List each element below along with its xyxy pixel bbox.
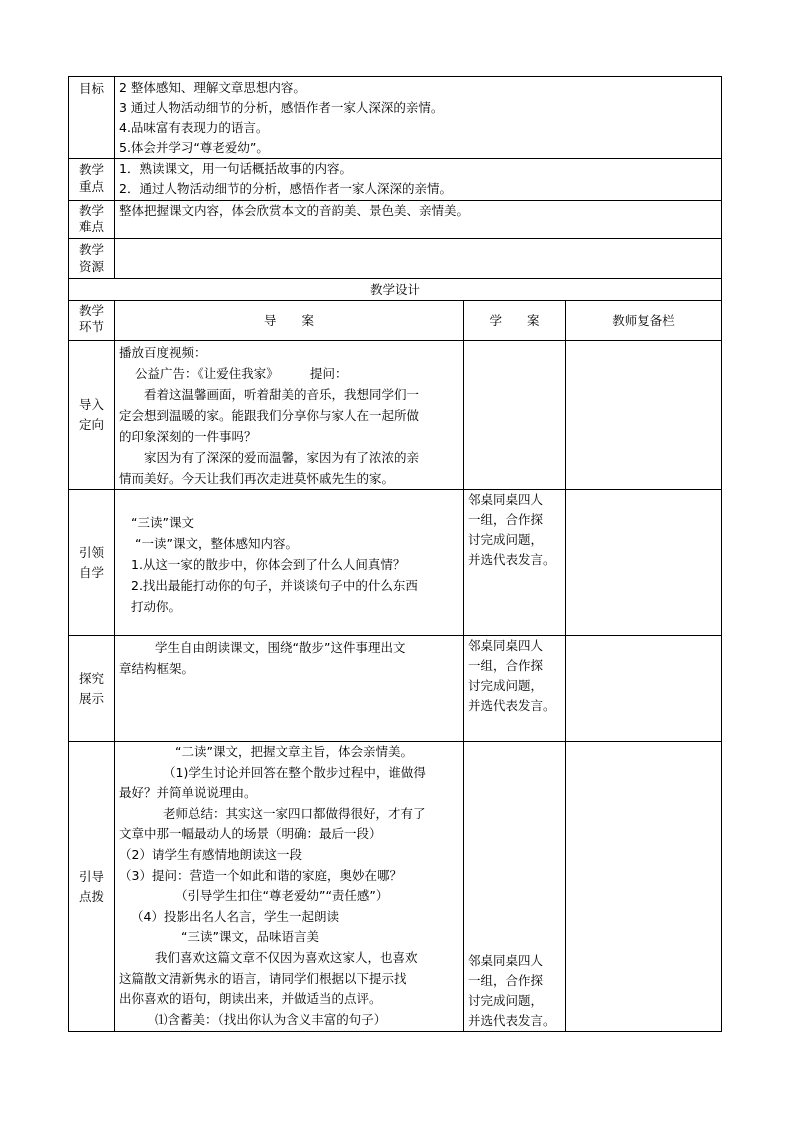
guide-line: （引导学生扣住“尊老爱幼”“责任感”） <box>175 888 389 904</box>
resources-label-line: 教学 <box>78 242 104 257</box>
guide-line: 这篇散文清新隽永的语言，请同学们根据以下提示找 <box>119 970 407 986</box>
difficulties-label <box>69 201 115 239</box>
goals-label <box>69 77 115 159</box>
goal-line: 2 整体感知、理解文章思想内容。 <box>119 80 306 95</box>
guide-line: ⑴含蓄美：（找出你认为含义丰富的句子） <box>155 1011 387 1027</box>
key-point-line: 1．熟读课文，用一句话概括故事的内容。 <box>119 161 352 176</box>
intro-line: 情而美好。今天让我们再次走进莫怀戚先生的家。 <box>119 471 395 486</box>
resources-label <box>69 239 115 279</box>
guide-line: （1)学生讨论并回答在整个散步过程中，谁做得 <box>163 764 426 780</box>
guide-label <box>69 742 115 1032</box>
intro-study <box>464 341 566 490</box>
guide-line: 文章中那一幅最动人的场景（明确：最后一段） <box>119 826 382 842</box>
selfstudy-notes <box>566 490 722 636</box>
difficulties-row <box>69 201 722 239</box>
explore-line: 学生自由朗读课文，围绕“散步”这件事理出文 <box>155 640 406 655</box>
selfstudy-label-line: 引领 <box>78 544 104 560</box>
section-explore <box>69 636 722 742</box>
guide-label-line: 点拨 <box>78 888 104 904</box>
selfstudy-line: “一读”课文，整体感知内容。 <box>135 536 298 551</box>
stage-header-line: 环节 <box>78 319 104 334</box>
intro-line: 看着这温馨画面，听着甜美的音乐，我想同学们一 <box>144 387 420 402</box>
selfstudy-study-line: 讨完成问题， <box>468 532 544 547</box>
section-selfstudy <box>69 490 722 636</box>
explore-label-line: 展示 <box>78 690 104 706</box>
intro-label-line: 定向 <box>78 417 104 432</box>
intro-line: 定会想到温暖的家。能跟我们分享你与家人在一起所做 <box>119 408 420 423</box>
explore-label-line: 探究 <box>78 670 104 686</box>
explore-label <box>69 636 115 742</box>
design-title-text: 教学设计 <box>370 281 421 297</box>
guide-line: “二读”课文，把握文章主旨，体会亲情美。 <box>175 744 413 759</box>
goals-row <box>69 77 722 159</box>
selfstudy-line: “三读”课文 <box>131 515 194 530</box>
explore-notes <box>566 636 722 742</box>
selfstudy-label-line: 自学 <box>78 564 104 580</box>
intro-line: 播放百度视频： <box>119 345 207 360</box>
selfstudy-study-line: 并选代表发言。 <box>468 552 556 567</box>
resources-label-line: 资源 <box>78 259 104 274</box>
resources-content <box>115 239 722 279</box>
intro-guide <box>115 341 464 490</box>
key-points-label-line: 教学 <box>78 162 104 177</box>
design-title-row <box>69 279 722 301</box>
goals-label-text: 目标 <box>78 81 104 96</box>
guide-header-text: 导 案 <box>263 312 314 328</box>
key-points-content <box>115 159 722 201</box>
guide-label-line: 引导 <box>78 868 104 884</box>
section-intro <box>69 341 722 490</box>
resources-row <box>69 239 722 279</box>
guide-study-line: 一组，合作探 <box>468 973 544 988</box>
design-header-row <box>69 301 722 341</box>
goal-line: 4.品味富有表现力的语言。 <box>119 120 269 135</box>
guide-line: （3）提问：营造一个如此和谐的家庭，奥妙在哪？ <box>119 867 402 883</box>
key-points-row <box>69 159 722 201</box>
guide-notes <box>566 742 722 1032</box>
intro-line: 公益广告：《让爱住我家》 提问： <box>135 366 348 381</box>
guide-line: 出你喜欢的语句，朗读出来，并做适当的点评。 <box>119 991 382 1007</box>
difficulties-label-line: 教学 <box>78 203 104 218</box>
goal-line: 5.体会并学习“尊老爱幼”。 <box>119 140 269 155</box>
stage-header <box>69 301 115 341</box>
guide-guide <box>115 742 464 1032</box>
guide-study <box>464 742 566 1032</box>
selfstudy-study-line: 邻桌同桌四人 <box>468 492 544 507</box>
explore-study-line: 讨完成问题， <box>468 678 544 693</box>
selfstudy-label <box>69 490 115 636</box>
explore-study-line: 一组，合作探 <box>468 658 544 673</box>
intro-label-line: 导入 <box>78 397 104 412</box>
explore-study <box>464 636 566 742</box>
lesson-plan-table <box>68 76 722 1032</box>
guide-study-line: 邻桌同桌四人 <box>468 953 544 968</box>
difficulties-content <box>115 201 722 239</box>
explore-guide <box>115 636 464 742</box>
key-point-line: 2．通过人物活动细节的分析，感悟作者一家人深深的亲情。 <box>119 181 452 196</box>
goals-content <box>115 77 722 159</box>
guide-line: 我们喜欢这篇文章不仅因为喜欢这家人，也喜欢 <box>155 949 418 965</box>
goal-line: 3 通过人物活动细节的分析，感悟作者一家人深深的亲情。 <box>119 100 444 115</box>
notes-header-text: 教师复备栏 <box>612 312 675 328</box>
section-guide <box>69 742 722 1032</box>
selfstudy-guide <box>115 490 464 636</box>
guide-line: （4）投影出名人名言，学生一起朗读 <box>131 908 339 924</box>
difficulties-label-line: 难点 <box>78 219 104 234</box>
explore-line: 章结构框架。 <box>119 661 195 676</box>
key-points-label <box>69 159 115 201</box>
explore-study-line: 并选代表发言。 <box>468 698 556 713</box>
intro-label <box>69 341 115 490</box>
guide-header <box>115 301 464 341</box>
notes-header <box>566 301 722 341</box>
guide-line: 最好？并简单说说理由。 <box>119 785 257 801</box>
intro-notes <box>566 341 722 490</box>
design-title <box>69 279 722 301</box>
stage-header-line: 教学 <box>78 303 104 318</box>
study-header <box>464 301 566 341</box>
intro-line: 的印象深刻的一件事吗？ <box>119 429 257 444</box>
key-points-label-line: 重点 <box>78 179 104 194</box>
intro-line: 家因为有了深深的爱而温馨，家因为有了浓浓的亲 <box>144 450 420 465</box>
selfstudy-study <box>464 490 566 636</box>
selfstudy-line: 打动你。 <box>131 599 182 614</box>
difficulties-text: 整体把握课文内容，体会欣赏本文的音韵美、景色美、亲情美。 <box>119 203 470 218</box>
guide-line: “三读”课文，品味语言美 <box>181 929 319 945</box>
guide-line: 老师总结：其实这一家四口都做得很好，才有了 <box>163 805 426 821</box>
explore-study-line: 邻桌同桌四人 <box>468 638 544 653</box>
selfstudy-line: 2.找出最能打动你的句子，并谈谈句子中的什么东西 <box>131 578 418 593</box>
guide-study-line: 讨完成问题， <box>468 993 544 1008</box>
guide-study-line: 并选代表发言。 <box>468 1013 556 1028</box>
selfstudy-study-line: 一组，合作探 <box>468 512 544 527</box>
study-header-text: 学 案 <box>489 312 540 328</box>
selfstudy-line: 1.从这一家的散步中，你体会到了什么人间真情？ <box>131 557 406 572</box>
guide-line: （2）请学生有感情地朗读这一段 <box>119 846 302 862</box>
